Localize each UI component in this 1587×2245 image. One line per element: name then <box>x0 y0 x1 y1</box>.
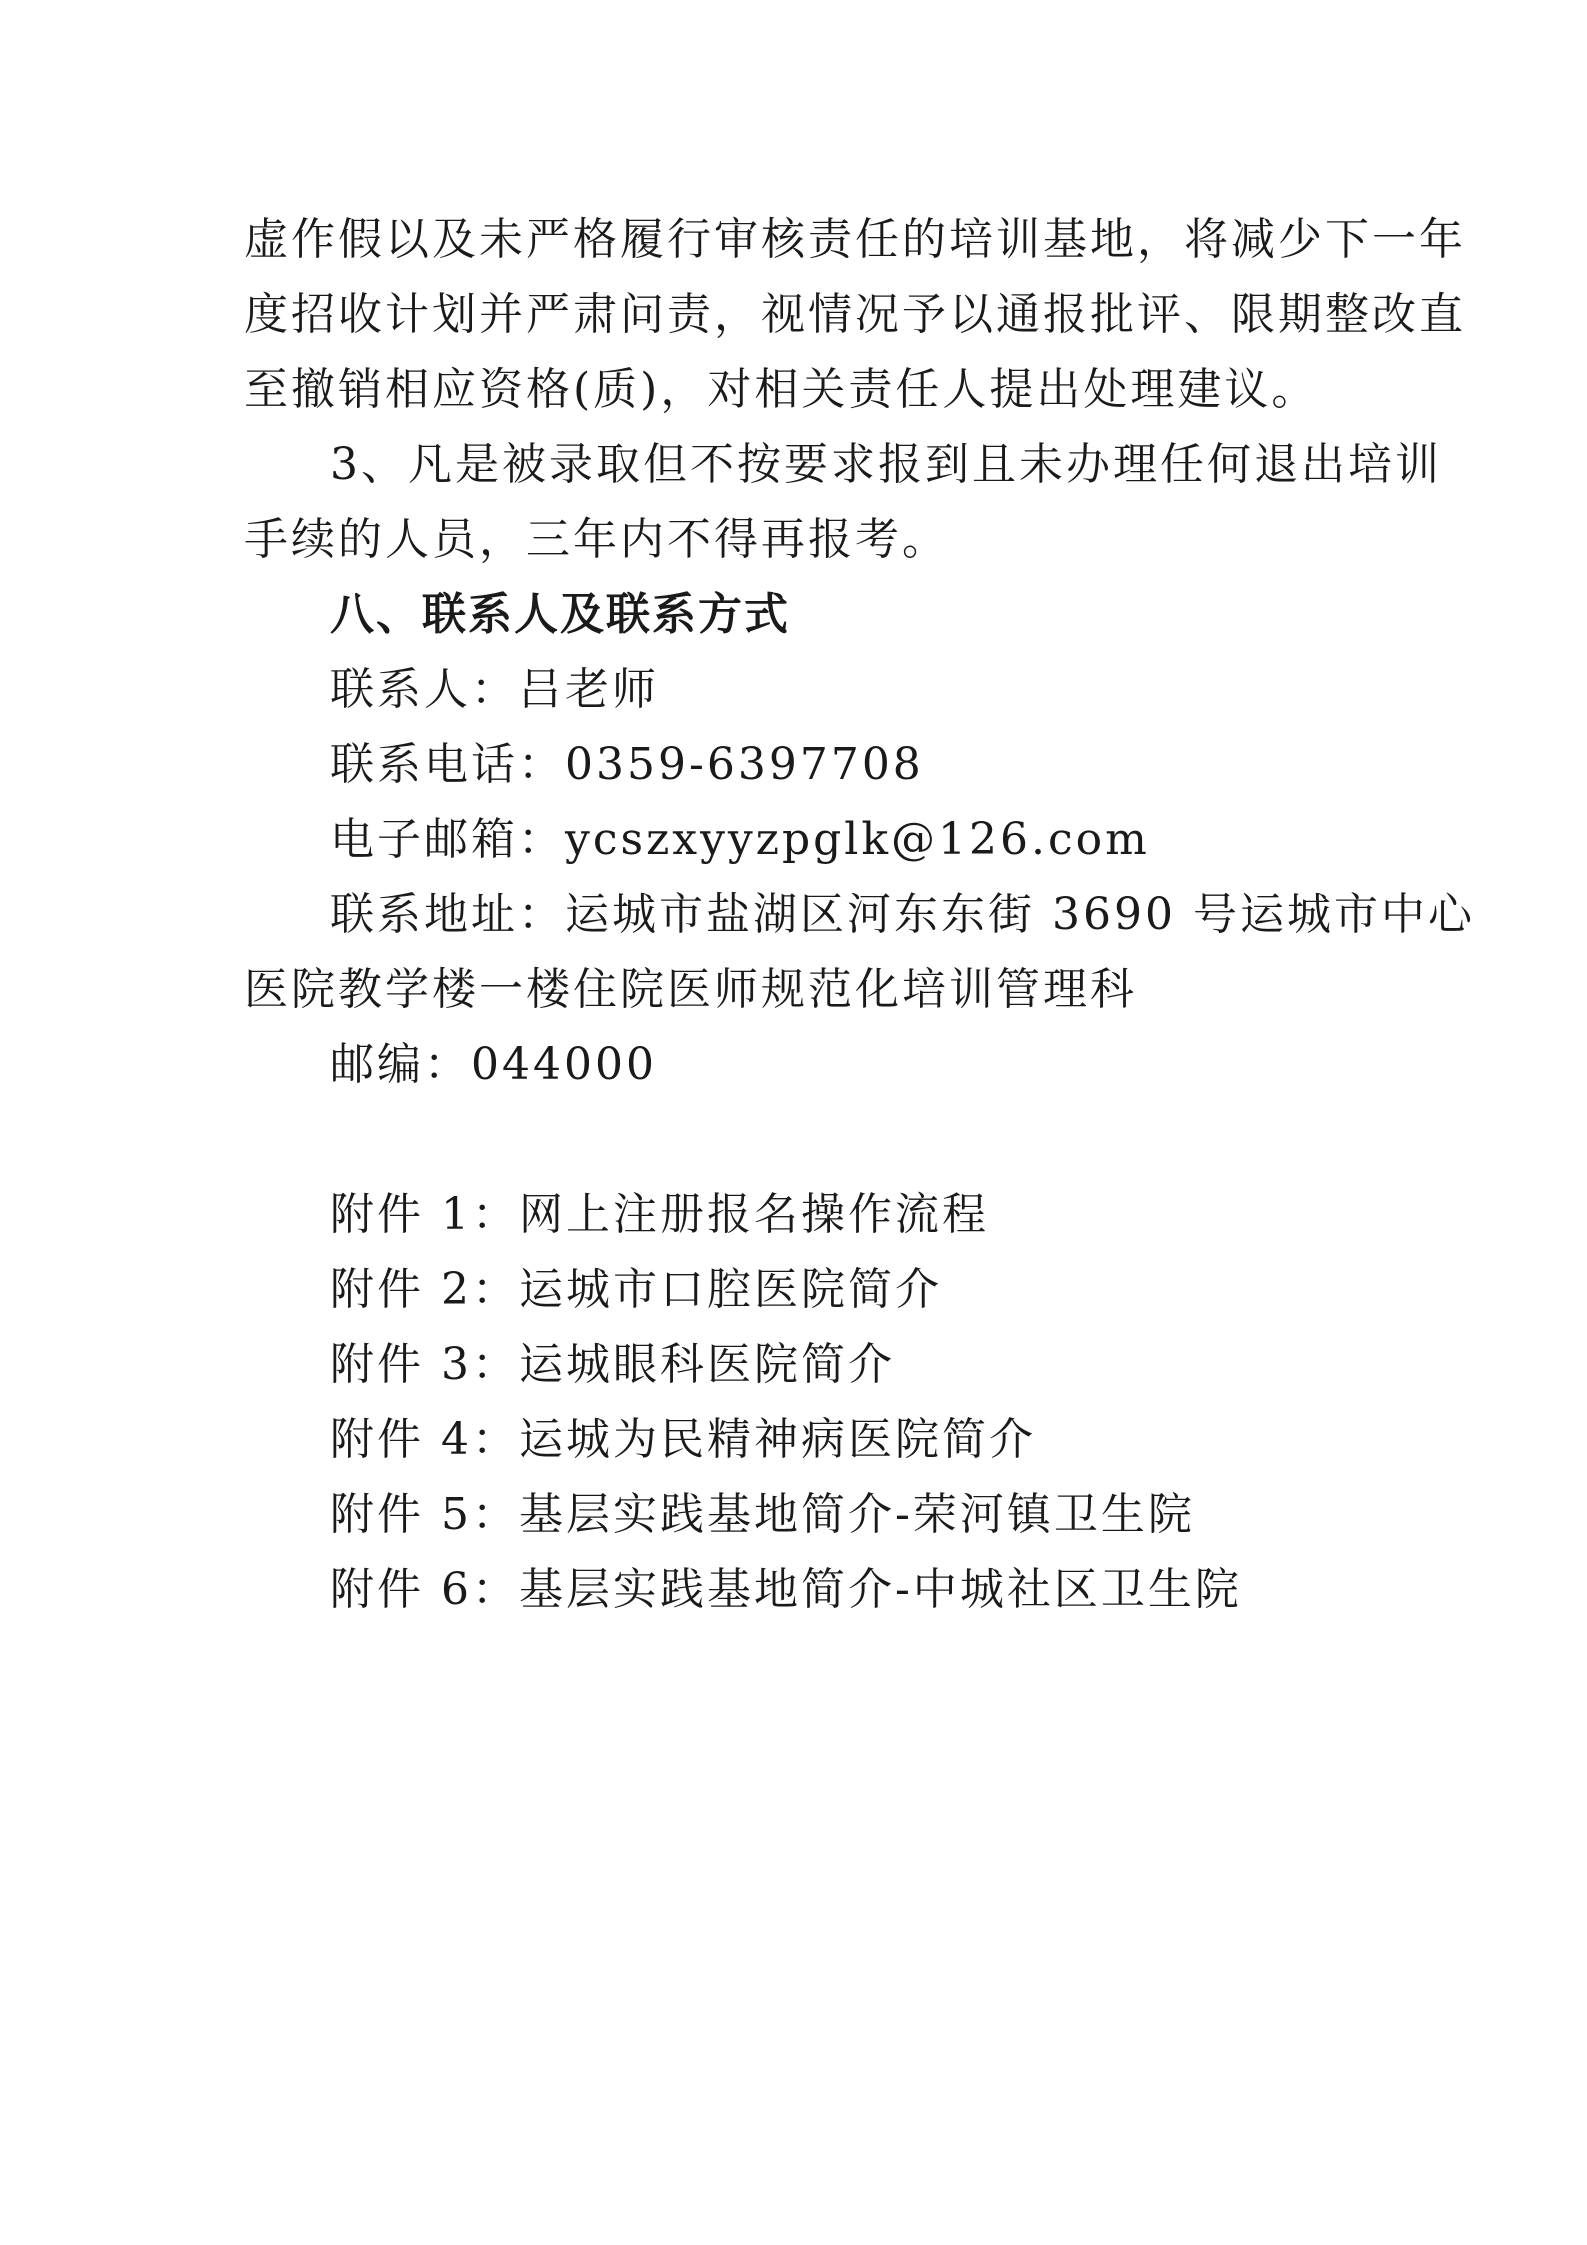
contact-phone: 联系电话：0359-6397708 <box>330 739 924 790</box>
contact-person: 联系人：吕老师 <box>330 664 659 715</box>
attachment-6: 附件 6：基层实践基地简介-中城社区卫生院 <box>330 1564 1242 1615</box>
attachment-2: 附件 2：运城市口腔医院简介 <box>330 1264 942 1315</box>
intro-line-3: 至撤销相应资格(质)，对相关责任人提出处理建议。 <box>244 364 1319 415</box>
item3-line-2: 手续的人员，三年内不得再报考。 <box>244 514 949 565</box>
contact-address-line-2: 医院教学楼一楼住院医师规范化培训管理科 <box>244 964 1137 1015</box>
section-heading: 八、联系人及联系方式 <box>330 589 790 640</box>
attachment-5: 附件 5：基层实践基地简介-荣河镇卫生院 <box>330 1489 1195 1540</box>
attachment-4: 附件 4：运城为民精神病医院简介 <box>330 1414 1036 1465</box>
intro-line-2: 度招收计划并严肃问责，视情况予以通报批评、限期整改直 <box>244 289 1466 340</box>
contact-postcode: 邮编：044000 <box>330 1039 657 1090</box>
attachment-1: 附件 1：网上注册报名操作流程 <box>330 1189 989 1240</box>
attachment-3: 附件 3：运城眼科医院简介 <box>330 1339 895 1390</box>
contact-address-line-1: 联系地址：运城市盐湖区河东东街 3690 号运城市中心 <box>330 889 1475 940</box>
intro-line-1: 虚作假以及未严格履行审核责任的培训基地，将减少下一年 <box>244 214 1466 265</box>
item3-line-1: 3、凡是被录取但不按要求报到且未办理任何退出培训 <box>330 439 1442 490</box>
contact-email: 电子邮箱：ycszxyyzpglk@126.com <box>330 814 1150 865</box>
